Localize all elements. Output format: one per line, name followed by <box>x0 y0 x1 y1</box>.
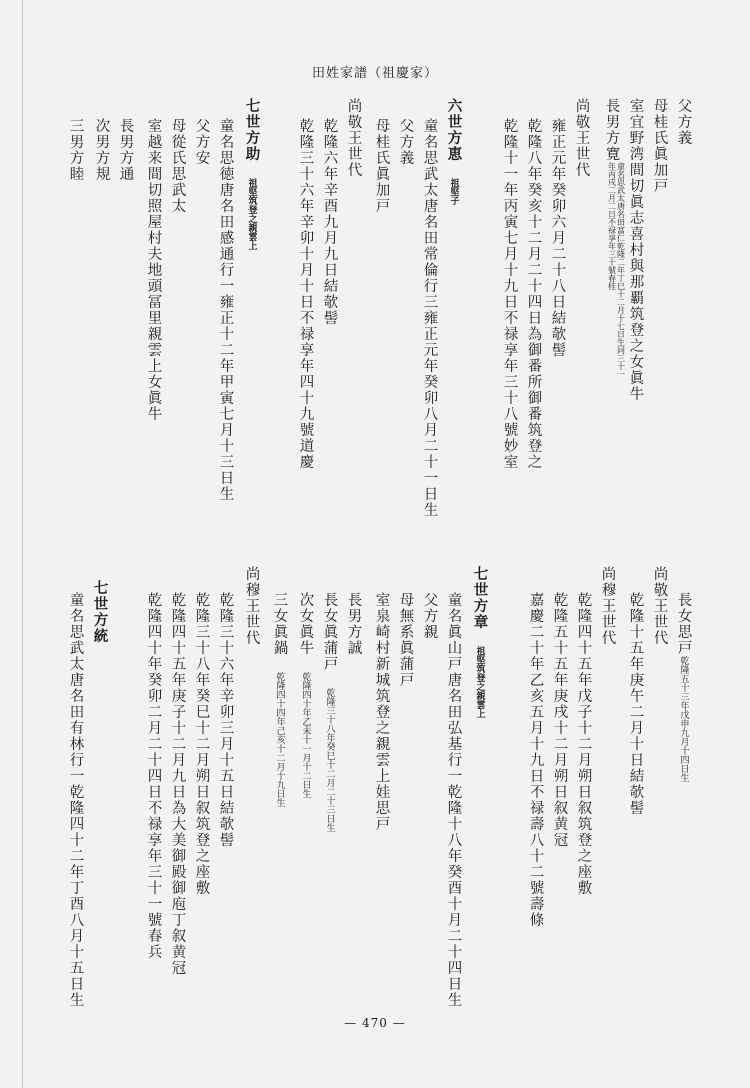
text-column: 長男方通 <box>117 118 134 182</box>
text-column: 乾隆十一年丙寅七月十九日不禄享年三十八號妙室 <box>501 118 518 470</box>
text-column: 乾隆八年癸亥十二月二十四日為御番所御番筑登之 <box>525 118 542 470</box>
reign-heading: 尚敬王世代 <box>345 98 362 178</box>
text-column: 乾隆六年辛酉九月九日結欹髻 <box>321 118 338 326</box>
text-column: 長男方誠 <box>345 592 362 656</box>
text-column <box>604 98 626 382</box>
text-column: 乾隆五十五年庚戌十二月朔日叙黄冠 <box>551 592 568 848</box>
annotation: 童名思武太唐名田富仁乾隆二年丁巳十二月十七日生同三十一年丙戌二月二日不禄享年三十號春桂 <box>607 162 626 378</box>
generation-heading: 六世方恵 祖堅子 <box>445 98 463 205</box>
text-column: 乾隆三十六年辛卯十月十日不禄享年四十九號道慶 <box>297 118 314 470</box>
text-column: 父方安 <box>193 118 210 166</box>
text-column: 乾隆十五年庚午二月十日結欹髻 <box>627 592 644 816</box>
text-column: 童名思徳唐名田感通行一雍正十二年甲寅七月十三日生 <box>217 118 234 502</box>
text-column: 乾隆四十五年庚子十二月九日為大美御殿御庖丁叙黄冠 <box>169 592 186 976</box>
generation-heading: 七世方章 祖堅筑登之親雲上 <box>471 566 489 718</box>
text-column: 次男方規 <box>93 118 110 182</box>
generation-heading: 七世方統 <box>91 580 109 644</box>
page-title: 田姓家譜（祖慶家） <box>311 66 438 81</box>
page-number: — 470 — <box>344 1016 406 1030</box>
text-column: 嘉慶二十年乙亥五月十九日不禄壽八十二號壽條 <box>527 592 544 928</box>
text-column: 乾隆三十六年辛卯三月十五日結欹髻 <box>217 592 234 848</box>
text-column: 室越来間切照屋村夫地頭冨里親雲上女眞牛 <box>145 118 162 422</box>
text-column: 雍正元年癸卯六月二十八日結欹髻 <box>549 118 566 358</box>
text-column: 次女眞牛 乾隆四十年乙未十一月十二日生 <box>297 592 314 798</box>
text-column: 室泉崎村新城筑登之親雲上娃思戸 <box>373 592 390 832</box>
text-column: 父方義 <box>397 118 414 166</box>
generation-heading: 七世方助 祖堅筑登之親雲上 <box>243 98 261 250</box>
text-column: 童名思武太唐名田有林行一乾隆四十二年丁酉八月十五日生 <box>67 592 84 1008</box>
text-column: 乾隆三十八年癸巳十二月朔日叙筑登之座敷 <box>193 592 210 896</box>
text-column: 母無系眞蒲戸 <box>397 592 414 688</box>
entry-name: 長男方寛 <box>603 98 620 162</box>
text-column: 乾隆四十五年戊子十二月朔日叙筑登之座敷 <box>575 592 592 896</box>
text-column: 室宜野湾間切眞志喜村與那覇筑登之女眞牛 <box>627 98 644 402</box>
reign-heading: 尚穆王世代 <box>599 566 616 646</box>
text-column: 三男方睦 <box>67 118 84 182</box>
text-column: 童名眞山戸唐名田弘基行一乾隆十八年癸酉十月二十四日生 <box>445 592 462 1008</box>
text-column: 長女思戸乾隆五十三年戊申九月十四日生 <box>675 592 692 782</box>
text-column: 母從氏思武太 <box>169 118 186 214</box>
text-column: 三女眞鍋 乾隆四十四年己亥十二月十九日生 <box>271 592 288 807</box>
text-column: 母桂氏眞加戸 <box>651 98 668 194</box>
text-column: 乾隆四十年癸卯二月二十四日不禄享年三十一號春兵 <box>145 592 162 960</box>
text-column: 父方義 <box>675 98 692 146</box>
reign-heading: 尚穆王世代 <box>243 566 260 646</box>
reign-heading: 尚敬王世代 <box>651 566 668 646</box>
reign-heading: 尚敬王世代 <box>573 98 590 178</box>
text-column: 父方親 <box>421 592 438 640</box>
binding-edge <box>22 0 23 1088</box>
text-column: 長女眞蒲戸 乾隆三十八年癸巳十二月二十三日生 <box>321 592 338 832</box>
text-column: 母桂氏眞加戸 <box>373 118 390 214</box>
text-column: 童名思武太唐名田常倫行三雍正元年癸卯八月二十一日生 <box>421 118 438 518</box>
